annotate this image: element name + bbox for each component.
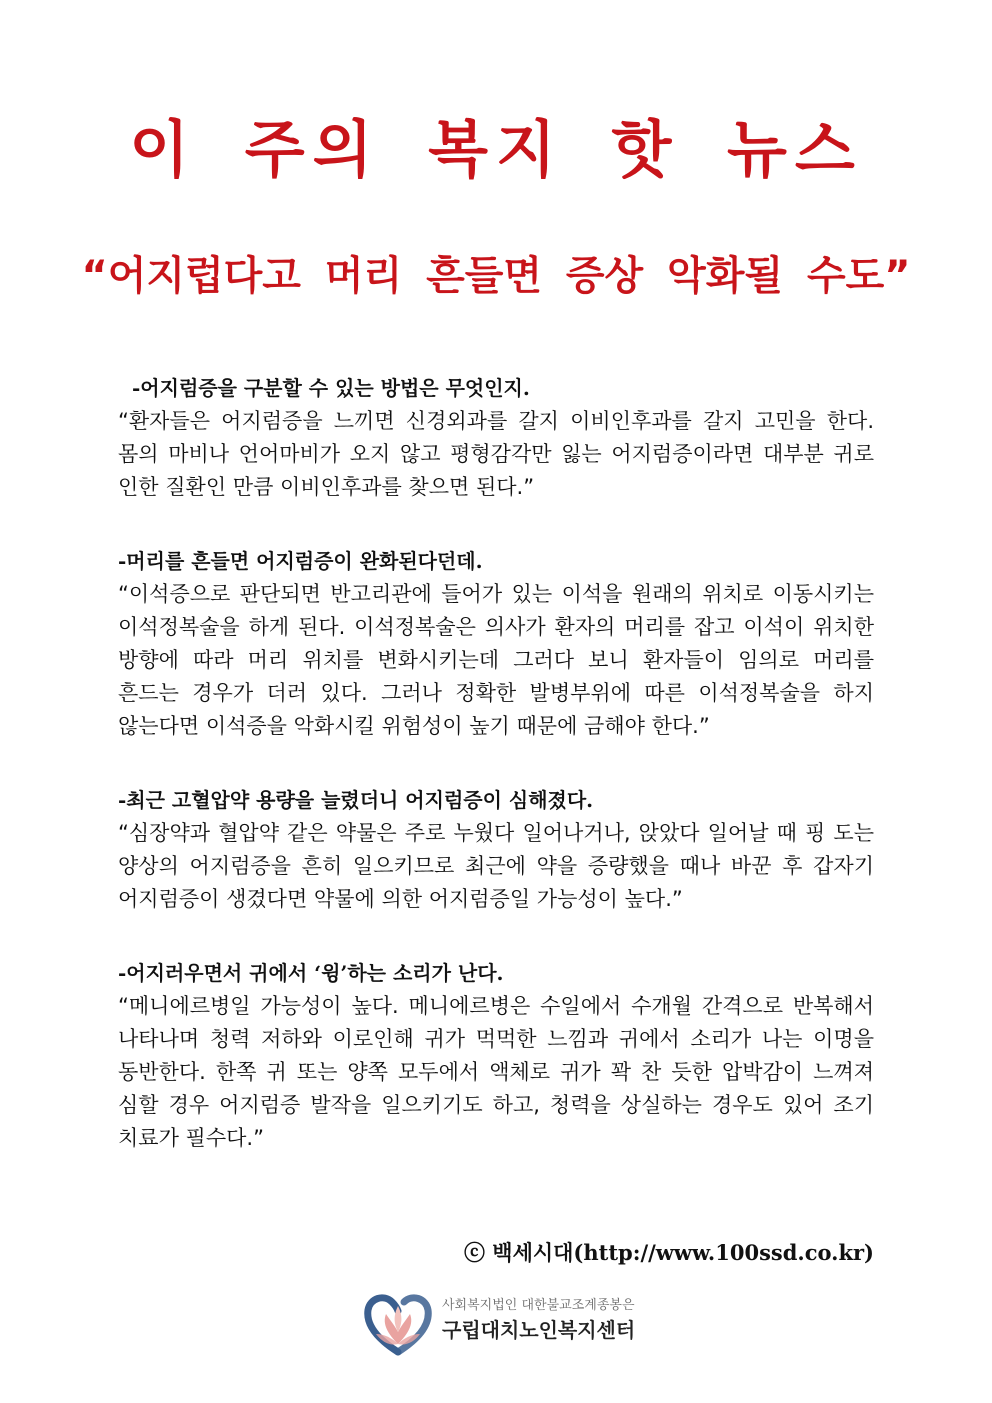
article-content <box>118 372 874 1196</box>
section-heading: -최근 고혈압약 용량을 늘렸더니 어지럼증이 심해졌다. <box>118 788 594 812</box>
section-body: “메니에르병일 가능성이 높다. 메니에르병은 수일에서 수개월 간격으로 반복해서 나타나며 청력 저하와 이로인해 귀가 먹먹한 느낌과 귀에서 소리가 나는 이명을 동반한다. 한쪽 귀 또는 양쪽 모두에서 액체로 귀가 꽉 찬 듯한 압박감이 느껴져 심할 경우 어지럼증 발작을 일으키기도 하고, 청력을 상실하는 경우도 있어 조기 치료가 필수다.” <box>118 994 874 1150</box>
logo-subtitle: 사회복지법인 대한불교조계종봉은 <box>442 1298 635 1313</box>
section-heading: -어지럼증을 구분할 수 있는 방법은 무엇인지. <box>132 376 530 400</box>
qa-section-1 <box>118 372 874 504</box>
copyright-notice: ⓒ 백세시대(http://www.100ssd.co.kr) <box>463 1240 874 1265</box>
section-body: “환자들은 어지럼증을 느끼면 신경외과를 갈지 이비인후과를 갈지 고민을 한다. 몸의 마비나 언어마비가 오지 않고 평형감각만 잃는 어지럼증이라면 대부분 귀로 인한 질환인 만큼 이비인후과를 찾으면 된다.” <box>118 409 874 499</box>
section-heading: -머리를 흔들면 어지럼증이 완화된다던데. <box>118 549 483 573</box>
lotus-heart-logo-icon <box>362 1288 434 1356</box>
section-heading: -어지러우면서 귀에서 ‘윙’하는 소리가 난다. <box>118 961 504 985</box>
organization-logo <box>362 1288 662 1356</box>
qa-section-4 <box>118 957 874 1155</box>
article-headline: “어지럽다고 머리 흔들면 증상 악화될 수도” <box>81 253 911 299</box>
logo-name: 구립대치노인복지센터 <box>442 1318 636 1342</box>
qa-section-3 <box>118 784 874 916</box>
section-body: “심장약과 혈압약 같은 약물은 주로 누웠다 일어나거나, 앉았다 일어날 때 핑 도는 양상의 어지럼증을 흔히 일으키므로 최근에 약을 증량했을 때나 바꾼 후 갑자기 어지럼증이 생겼다면 약물에 의한 어지럼증일 가능성이 높다.” <box>118 821 874 911</box>
page-title: 이 주의 복지 핫 뉴스 <box>129 113 863 186</box>
qa-section-2 <box>118 545 874 743</box>
section-body: “이석증으로 판단되면 반고리관에 들어가 있는 이석을 원래의 위치로 이동시키는 이석정복술을 하게 된다. 이석정복술은 의사가 환자의 머리를 잡고 이석이 위치한 방향에 따라 머리 위치를 변화시키는데 그러다 보니 환자들이 임의로 머리를 흔드는 경우가 더러 있다. 그러나 정확한 발병부위에 따른 이석정복술을 하지 않는다면 이석증을 악화시킬 위험성이 높기 때문에 금해야 한다.” <box>118 582 874 738</box>
